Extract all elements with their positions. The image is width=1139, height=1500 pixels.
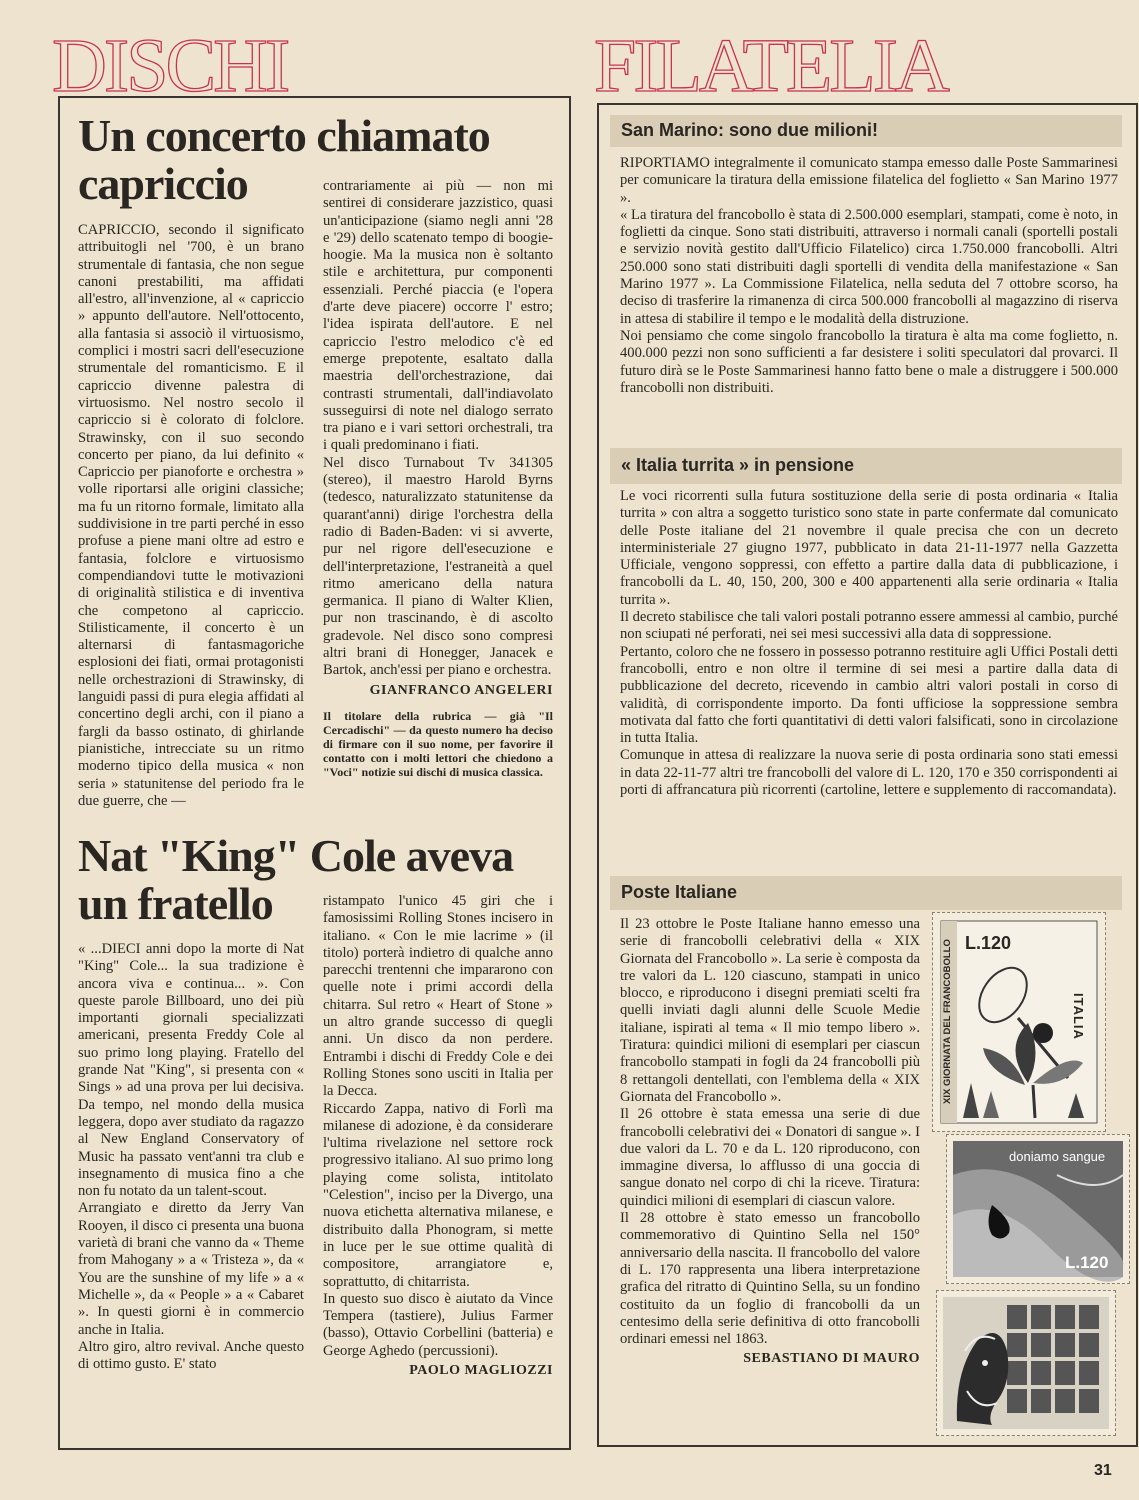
stamp1-caption: XIX GIORNATA DEL FRANCOBOLLO <box>942 939 953 1105</box>
stamp2-value: L.120 <box>1065 1253 1109 1272</box>
stamp2-motto: doniamo sangue <box>1009 1149 1106 1164</box>
stamp-giornata-francobollo <box>932 912 1106 1132</box>
turrita-p3: Pertanto, coloro che ne fossero in possesso potranno restituire agli Uffici Postali detti francobolli, entro e non oltre il termine di sei mesi a partire dalla data di pubblicazione del decreto, ricevendo in cambio altri valori postali in corso di validità, di corrispondente importo. Da fonti ufficiose la soppressione sembra motivata dal fatto che forti quantitativi di detti valori falsificati, sono in circolazione in tutta Italia. <box>620 643 1118 747</box>
article2-headline: Nat "King" Cole aveva un fratello <box>78 830 514 930</box>
turrita-body <box>620 488 1118 799</box>
article1-byline: GIANFRANCO ANGELERI <box>369 682 553 698</box>
page-number: 31 <box>1094 1462 1112 1479</box>
article1-editor-note: Il titolare della rubrica — già "Il Cercadischi" — da questo numero ha deciso di firmare con il suo nome, per favorire il contatto con i molti lettori che chiedono a "Voci" notizie sui dischi di musica classica. <box>323 708 553 779</box>
poste-byline: SEBASTIANO DI MAURO <box>743 1351 920 1367</box>
stamp-quintino-sella <box>936 1290 1116 1436</box>
article1-headline: Un concerto chiamato capriccio <box>78 110 490 210</box>
poste-p3: Il 28 ottobre è stato emesso un francobollo commemorativo di Quintino Sella nel 150° anniversario della nascita. Il francobollo del valore di L. 170 rappresenta una libera interpretazione grafica del ritratto di Quintino Sella, su un fondino costituito da un foglio di francobolli da un centesimo della serie definitiva di otto francobolli ordinari emessi nel 1863. <box>620 1210 920 1348</box>
san-marino-p2: « La tiratura del francobollo è stata di 2.500.000 esemplari, stampati, come è noto, in foglietti da cinque. Sono stati distribuiti, attraverso i normali canali (sportelli postali e servizio novità gestito dall'Ufficio Filatelico) circa 1.750.000 francobolli. Altri 250.000 sono stati distribuiti dagli sportelli di vendita della manifestazione « San Marino 1977 ». La Commissione Filatelica, nella seduta del 7 ottobre scorso, ha deciso di trasferire la rimanenza di circa 500.000 francobolli al magazzino di riserva in attesa di stabilire il tempo e le modalità della distruzione. <box>620 206 1118 327</box>
poste-p2: Il 26 ottobre è stata emessa una serie di due francobolli celebrativi dei « Donatori di sangue ». I due valori da L. 70 e da L. 120 riproducono, con immagine diversa, lo afflusso di una goccia di sangue donato nel corpo di chi la riceve. Tiratura: quindici milioni di esemplari di ciascun valore. <box>620 1106 920 1209</box>
article2-col2c-text: In questo suo disco è aiutato da Vince Tempera (tastiere), Julius Farmer (basso), Ottavio Corbellini (batteria) e George Aghedo (percussioni). <box>323 1290 553 1359</box>
poste-body <box>620 916 920 1368</box>
turrita-title: « Italia turrita » in pensione <box>621 455 855 475</box>
article2-byline: PAOLO MAGLIOZZI <box>409 1363 553 1379</box>
stamp-donatori-sangue <box>946 1134 1130 1284</box>
article2-col1b-text: Arrangiato e diretto da Jerry Van Rooyen, il disco ci presenta una buona varietà di brani che vanno da « Theme from Mahogany » a « Tristeza », da « You are the sunshine of my life » a « Michelle », da « People » a « Cabaret ». In questi giorni è in commercio anche in Italia. <box>78 1200 304 1338</box>
article2-col1 <box>78 941 304 1373</box>
article1-col2b-text: Nel disco Turnabout Tv 341305 (stereo), il maestro Harold Byrns (tedesco, naturalizzato statunitense da quarant'anni) dirige l'orchestra della radio di Baden-Baden: vi si avverte, pur nel rigore dell'esecuzione e dell'interpretazione, l'estraneità a quel ritmo americano della natura germanica. Il piano di Walter Klien, pur non trascinando, è di ascolto gradevole. Nel disco sono compresi altri brani di Honegger, Janacek e Bartok, anch'essi per piano e orchestra. <box>323 454 553 679</box>
article1-col2-text: contrariamente ai più — non mi sentirei di considerare jazzistico, quasi un'anticipazione (siamo negli anni '28 e '29) dello scatenato tempo di boogie-hoogie. Ma la musica non è soltanto stile e architettura, pur componenti essenziali. Perché piaccia (e l'opera d'arte deve piacere) occorre l' estro; l'idea ispirata dell'autore. E nel capriccio l'estro melodico c'è ed emerge prepotente, esaltato dalla maestria dell'orchestrazione, dai contrasti strumentali, dall'indiavolato susseguirsi di note nel dialogo serrato tra piano e i vari settori orchestrali, tra i quali predominano i fiati. <box>323 178 553 454</box>
san-marino-p3: Noi pensiamo che come singolo francobollo la tiratura è alta ma come foglietto, n. 400.000 pezzi non sono sufficienti a far desistere i soliti speculatori dal provarci. Il futuro dirà se le Poste Sammarinesi hanno fatto bene o male a distruggere i 500.000 francobolli non distribuiti. <box>620 327 1118 396</box>
stamp1-value: L.120 <box>965 933 1012 953</box>
poste-title: Poste Italiane <box>621 882 738 902</box>
poste-p1: Il 23 ottobre le Poste Italiane hanno emesso una serie di francobolli celebrativi della « XIX Giornata del Francobollo ». La serie è composta da tre valori da L. 120 ciascuno, stampati in unico blocco, e riproducono i disegni premiati scelti fra quelli inviati dagli alunni delle Scuole Medie italiane, ispirati al tema « Il mio tempo libero ». Tiratura: quindici milioni di esemplari per ciascun francobollo stampati in fogli da 24 francobolli più 8 rettangoli dentellati, con l'emblema della « XIX Giornata del Francobollo ». <box>620 916 920 1105</box>
stamp-sella-illustration <box>937 1291 1115 1435</box>
san-marino-p1: RIPORTIAMO integralmente il comunicato stampa emesso dalle Poste Sammarinesi per comunicare la tiratura della emissione filatelica del foglietto « San Marino 1977 ». <box>620 155 1118 206</box>
turrita-p4: Comunque in attesa di realizzare la nuova serie di posta ordinaria sono stati emessi in data 22-11-77 altri tre francobolli del valore di L. 120, 170 e 350 corrispondenti ai porti di affrancatura più ricorrenti (cartoline, lettere e supplemento di raccomandata). <box>620 747 1118 799</box>
stamp1-country: ITALIA <box>1071 993 1086 1040</box>
article2-col1-text: « ...DIECI anni dopo la morte di Nat "King" Cole... la sua tradizione è ancora viva e continua... ». Con queste parole Billboard, uno dei più importanti giornali specializzati americani, presenta Freddy Cole al suo primo long playing. Fratello del grande Nat "King", si presenta con « Sings » ad una prova per lui decisiva. Da tempo, nel mondo della musica leggera, dopo aver studiato da ragazzo al New England Conservatory of Music ha passato vent'anni tra club e insegnamento di musica fino a che non fu notato da un talent-scout. <box>78 941 304 1200</box>
section-title-dischi: DISCHI <box>52 24 288 108</box>
article2-col1c-text: Altro giro, altro revival. Anche questo di ottimo gusto. E' stato <box>78 1338 304 1373</box>
article1-col1-text: CAPRICCIO, secondo il significato attribuitogli nel '700, è un brano strumentale di fantasia, che non segue canoni prestabiliti, ma affidati all'estro, all'invenzione, al « capriccio » appunto dell'autore. Nell'ottocento, alla fantasia si associò il virtuosismo, complici i mostri sacri dell'esecuzione strumentale del romanticismo. E il capriccio divenne palestra di virtuosismo. Nel nostro secolo il capriccio si è colorato di folclore. Strawinsky, con il suo secondo concerto per piano, da lui definito « Capriccio per pianoforte e orchestra » volle riportarsi alle origini classiche; ma fu un ritorno formale, limitato alla suddivisione in tre parti perché in esso profuse a piene mani oltre ad estro e fantasia, folclore e virtuosismo compendiandovi tutte le motivazioni di originalità stilistica e di inventiva che competono al capriccio. Stilisticamente, il concerto è un alternarsi di fantasmagoriche esplosioni dei fiati, ormai protagonisti nelle orchestrazioni di Strawinsky, di languidi passi di pura elegia affidati al concertino degli archi, con il piano a fargli da basso ostinato, di ghirlande pianistiche, intrecciate su un ritmo moderno tipico della musica « non seria » statunitense del periodo fra le due guerre, che — <box>78 222 304 809</box>
san-marino-title: San Marino: sono due milioni! <box>621 120 879 140</box>
article2-col2b-text: Riccardo Zappa, nativo di Forlì ma milanese di adozione, è da considerare l'ultima rivelazione nel settore rock progressivo italiano. Al suo primo long playing come solista, intitolato "Celestion", inciso per la Divergo, una nuova etichetta alternativa milanese, e distribuito dalla Phonogram, si mette in luce per le sue ottime qualità di compositore, arrangiatore e, soprattutto, di chitarrista. <box>323 1100 553 1290</box>
article1-col2 <box>323 178 553 779</box>
section-title-filatelia: FILATELIA <box>594 24 947 108</box>
article2-col2-text: ristampato l'unico 45 giri che i famosissimi Rolling Stones incisero in italiano. « Con le mie lacrime » (il titolo) porterà indietro di qualche anno parecchi trentenni che impararono con quelle note i primi accordi della chitarra. Sul retro « Heart of Stone » un altro grande successo di quegli anni. Un disco da non perdere. Entrambi i dischi di Freddy Cole e dei Rolling Stones sono usciti in Italia per la Decca. <box>323 893 553 1100</box>
article2-col2 <box>323 893 553 1379</box>
san-marino-body <box>620 155 1118 397</box>
turrita-p1: Le voci ricorrenti sulla futura sostituzione della serie di posta ordinaria « Italia turrita » con altra a soggetto turistico sono state in parte confermate dal comunicato delle Poste italiane del 21 novembre il quale precisa che con un decreto interministeriale 27 giugno 1977, pubblicato in data 21-11-1977 nella Gazzetta Ufficiale, vengono soppressi, con effetto a partire dalla data di pubblicazione, i francobolli da L. 40, 150, 200, 300 e 400 appartenenti alla serie ordinaria « Italia turrita ». <box>620 488 1118 608</box>
turrita-p2: Il decreto stabilisce che tali valori postali potranno essere ammessi al cambio, purché non sciupati né perforati, nei sei mesi successivi alla data di soppressione. <box>620 609 1118 643</box>
article1-col1 <box>78 222 304 810</box>
